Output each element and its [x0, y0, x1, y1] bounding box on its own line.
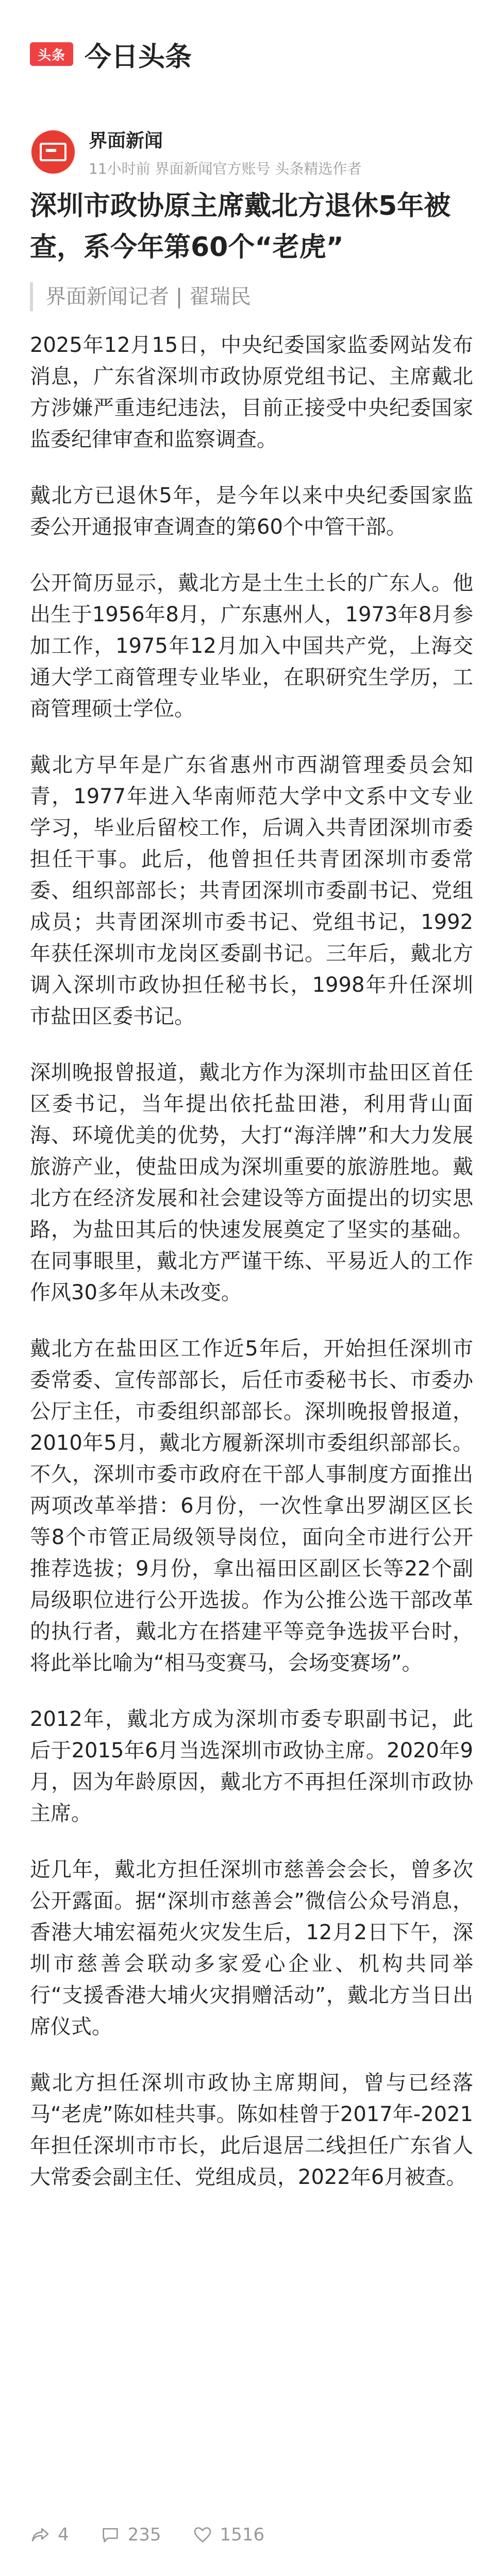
- article-body: [30, 330, 473, 2218]
- article-paragraph: 戴北方在盐田区工作近5年后，开始担任深圳市委常委、宣传部部长，后任市委秘书长、市委办公厅主任，市委组织部部长。深圳晚报曾报道，2010年5月，戴北方履新深圳市委组织部部长。不久，深圳市委市政府在干部人事制度方面推出两项改革举措：6月份，一次性拿出罗湖区区长等8个市管正局级领导岗位，面向全市进行公开推荐选拔；9月份，拿出福田区副区长等22个副局级职位进行公开选拔。作为公推公选干部改革的执行者，戴北方在搭建平等竞争选拔平台时，将此举比喻为“相马变赛马，会场变赛场”。: [30, 1337, 473, 1675]
- share-count: 4: [58, 2524, 69, 2545]
- like-count: 1516: [220, 2524, 265, 2545]
- author-row[interactable]: [30, 126, 473, 178]
- share-icon: [30, 2524, 51, 2545]
- article-paragraph: 2012年，戴北方成为深圳市委专职副书记，此后于2015年6月当选深圳市政协主席。2020年9月，因为年龄原因，戴北方不再担任深圳市政协主席。: [30, 1707, 473, 1825]
- author-avatar[interactable]: [30, 129, 76, 175]
- article-paragraph: 戴北方担任深圳市政协主席期间，曾与已经落马“老虎”陈如桂共事。陈如桂曾于2017年-2021年担任深圳市市长，此后退居二线担任广东省人大常委会副主任、党组成员，2022年6月被查。: [30, 2071, 473, 2189]
- app-header: [0, 0, 500, 108]
- comment-button[interactable]: [100, 2524, 161, 2545]
- share-button[interactable]: [30, 2524, 69, 2545]
- author-subtitle: 11小时前 界面新闻官方账号 头条精选作者: [89, 160, 362, 177]
- like-icon: [192, 2524, 213, 2545]
- author-name[interactable]: 界面新闻: [89, 130, 163, 151]
- article-paragraph: 公开简历显示，戴北方是土生土长的广东人。他出生于1956年8月，广东惠州人，1973年8月参加工作，1975年12月加入中国共产党，上海交通大学工商管理专业毕业，在职研究生学历，工商管理硕士学位。: [30, 571, 473, 721]
- article-headline: 深圳市政协原主席戴北方退休5年被查，系今年第60个“老虎”: [30, 191, 451, 263]
- article-paragraph: 戴北方已退休5年，是今年以来中央纪委国家监委公开通报审查调查的第60个中管干部。: [30, 484, 473, 539]
- comment-count: 235: [127, 2524, 161, 2545]
- toutiao-logo-badge: 头条: [30, 42, 73, 66]
- comment-icon: [100, 2524, 121, 2545]
- app-title: 今日头条: [85, 41, 192, 73]
- article-paragraph: 近几年，戴北方担任深圳市慈善会会长，曾多次公开露面。据“深圳市慈善会”微信公众号消息，香港大埔宏福苑火灾发生后，12月2日下午，深圳市慈善会联动多家爱心企业、机构共同举行“支援香港大埔火灾捐赠活动”，戴北方当日出席仪式。: [30, 1858, 473, 2039]
- like-button[interactable]: [192, 2524, 265, 2545]
- article-paragraph: 戴北方早年是广东省惠州市西湖管理委员会知青，1977年进入华南师范大学中文系中文专业学习，毕业后留校工作，后调入共青团深圳市委担任干事。此后，他曾担任共青团深圳市委常委、组织部部长；共青团深圳市委副书记、党组成员；共青团深圳市委书记、党组书记，1992年获任深圳市龙岗区委副书记。三年后，戴北方调入深圳市政协担任秘书长，1998年升任深圳市盐田区委书记。: [30, 753, 473, 1028]
- article-paragraph: 深圳晚报曾报道，戴北方作为深圳市盐田区首任区委书记，当年提出依托盐田港，利用背山面海、环境优美的优势，大打“海洋牌”和大力发展旅游产业，使盐田成为深圳重要的旅游胜地。戴北方在经济发展和社会建设等方面提出的切实思路，为盐田其后的快速发展奠定了坚实的基础。在同事眼里，戴北方严谨干练、平易近人的工作作风30多年从未改变。: [30, 1061, 473, 1304]
- author-meta: [89, 126, 361, 178]
- jiemian-logo-icon: [40, 143, 66, 161]
- article-byline: 界面新闻记者 | 翟瑞民: [30, 282, 473, 311]
- action-bar: [30, 2514, 473, 2555]
- article-paragraph: 2025年12月15日，中央纪委国家监委网站发布消息，广东省深圳市政协原党组书记、主席戴北方涉嫌严重违纪违法，目前正接受中央纪委国家监委纪律审查和监察调查。: [30, 333, 473, 451]
